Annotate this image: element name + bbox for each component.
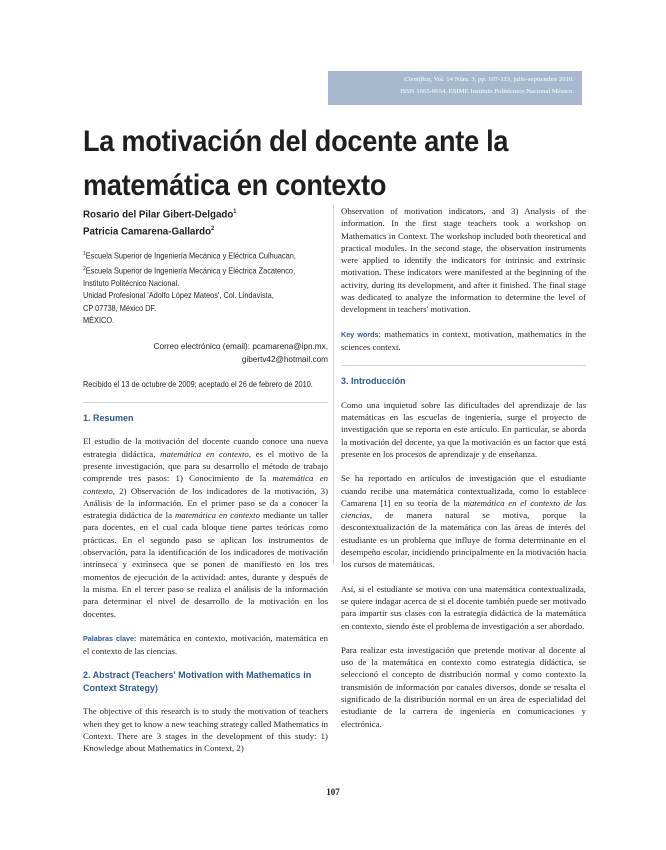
text-run: , de manera natural se motiva, porque la descontextualización de la matemática con las áreas de interés del estudiante es un problema que influye de forma determinante en el desempeño escolar, incidiendo principalmente en la motivación hacia los cursos de matemáticas. xyxy=(341,510,586,570)
citation-text: , Vol. 14 Núm. 3, pp. 107-113, julio-septiembre 2010. xyxy=(430,76,574,83)
author-list xyxy=(83,205,311,238)
column-divider xyxy=(333,205,334,565)
issn-line: ISSN 1665-0654, ESIME Instituto Politécnico Nacional México. xyxy=(400,88,574,95)
text-run: El estudio de la motivación del docente cuando conoce una nueva estrategia didáctica, xyxy=(83,436,328,459)
intro-paragraph-4: Para realizar esta investigación que pretende motivar al docente al uso de la matemática en contexto como estrategia didáctica, se seleccionó el concepto de distribución normal y como contexto la transmisión de información por canales diversos, donde se resalta el significado de la distribución normal en un área de especialidad del estudiante de la carrera de ingeniería en comunicaciones y electrónica. xyxy=(341,644,586,729)
section-divider xyxy=(341,365,586,366)
text-run: , 2) Observación de los indicadores de la motivación, 3) Análisis de la información. En el primer paso se da a conocer la estrategia didáctica de la xyxy=(83,485,328,521)
contact-line-1: Correo electrónico (email): pcamarena@ipn.mx, xyxy=(153,342,328,352)
affiliation-mark: 2 xyxy=(83,266,86,273)
affiliation-text: Escuela Superior de Ingeniería Mecánica y Eléctrica Culhuacan, xyxy=(85,251,296,261)
keywords-text: mathematics in context, motivation, mathematics in the sciences context. xyxy=(341,328,586,352)
author-name: Patricia Camarena-Gallardo xyxy=(83,225,212,237)
affiliation-2 xyxy=(83,263,326,278)
contact-email xyxy=(83,341,328,366)
affiliation-postal: CP 07738, México DF. xyxy=(83,303,157,313)
left-column xyxy=(83,205,328,767)
keywords-label: Key words: xyxy=(341,329,381,339)
right-column xyxy=(341,205,586,742)
affiliation-1 xyxy=(83,248,326,263)
contact-line-2: gibertv42@hotmail.com xyxy=(241,354,328,364)
text-run-italic: matemática en contexto xyxy=(83,473,328,496)
affiliation-unit: Unidad Profesional 'Adolfo López Mateos', Col. Lindavista, xyxy=(83,291,274,301)
author-1 xyxy=(83,205,311,222)
resumen-paragraph xyxy=(83,435,328,619)
intro-heading: 3. Introducción xyxy=(341,376,406,387)
author-affil-mark: 1 xyxy=(233,209,237,215)
text-run: Se ha reportado en artículos de investigación que el estudiante cuando recibe una matemática contextualizada, como lo establece Camarena [1] en su teoría de la xyxy=(341,473,586,508)
page-number: 107 xyxy=(326,787,340,797)
abstract-paragraph: The objective of this research is to study the motivation of teachers when they get to know a new teaching strategy called Mathematics in Context. There are 3 stages in the development of this study: 1) Knowledge about Mathematics in Context, 2) xyxy=(83,706,329,754)
abstract-keywords xyxy=(341,328,586,354)
author-affil-mark: 2 xyxy=(211,225,215,232)
abstract-heading: 2. Abstract (Teachers' Motivation with Mathematics in Context Strategy) xyxy=(83,670,312,693)
affiliation-mark: 1 xyxy=(83,251,86,257)
text-run: mediante un taller para docentes, en el cual cada bloque tiene partes teóricas como prácticas. En el segundo paso se aplican los instrumentos de observación, para la identificación de los indicadores de motivación intrínseca y extrínseca que se ponen de manifiesto en los tres momentos de ejecución de la actividad: antes, durante y después de la misma. En el tercer paso se realiza el análisis de la información para determinar el nivel de desarrollo de la motivación en los docentes. xyxy=(83,510,328,619)
article-title: La motivación del docente ante la matemática en contexto xyxy=(83,125,509,202)
journal-header-band xyxy=(328,71,582,105)
intro-paragraph-1: Como una inquietud sobre las dificultades del aprendizaje de las matemáticas en las escuelas de ingeniería, surge el proyecto de investigación que se reporta en este artículo. En particular, se aborda la motivación del docente, ya que la motivación es un factor que está presente en los procesos de aprendizaje y de enseñanza. xyxy=(341,399,586,459)
keywords-text: matemática en contexto, motivación, matemática en el contexto de las ciencias. xyxy=(83,632,328,657)
received-dates: Recibido el 13 de octubre de 2009; aceptado el 26 de febrero de 2010. xyxy=(83,379,313,389)
journal-citation xyxy=(328,76,574,83)
intro-paragraph-3: Así, si el estudiante se motiva con una matemática contextualizada, se quiere indagar acerca de si el docente también puede ser motivado para impartir sus clases con la estrategia didáctica de la matemática en contexto, siendo éste el problema de investigación a ser abordado. xyxy=(341,583,586,631)
author-2 xyxy=(83,222,311,239)
section-divider xyxy=(83,402,328,403)
author-name: Rosario del Pilar Gibert-Delgado xyxy=(83,208,234,221)
affiliations xyxy=(83,248,326,327)
keywords-label: Palabras clave: xyxy=(83,633,137,643)
resumen-keywords xyxy=(83,632,328,658)
text-run-italic: matemática en el contexto de las ciencias xyxy=(341,497,586,521)
journal-name: Científica xyxy=(404,76,431,83)
affiliation-text: Escuela Superior de Ingeniería Mecánica y Eléctrica Zacatenco, xyxy=(85,266,296,276)
intro-paragraph-2 xyxy=(341,472,586,570)
resumen-heading: 1. Resumen xyxy=(83,412,134,423)
text-run: , es el motivo de la presente investigación, que para su desarrollo el método de trabajo comprende tres pasos: 1) Conocimiento de la xyxy=(83,448,329,484)
affiliation-country: MÉXICO. xyxy=(83,315,115,325)
abstract-paragraph-continued: Observation of motivation indicators, and 3) Analysis of the information. In the first stage teachers took a workshop on Mathematics in Context. The workshop included both theoretical and practical modules. In the second stage, the observation instruments were applied to identify the indicators for intrinsic and extrinsic motivation. These indicators were manifested at the beginning of the activity, during its development, and after it finished. The final stage was dedicated to analyze the information to determine the level of development in teachers' motivation. xyxy=(341,206,586,315)
text-run-italic: matemática en contexto xyxy=(160,448,249,459)
affiliation-institute: Instituto Politécnico Nacional. xyxy=(83,279,180,289)
text-run-italic: matemática en contexto xyxy=(174,510,260,521)
